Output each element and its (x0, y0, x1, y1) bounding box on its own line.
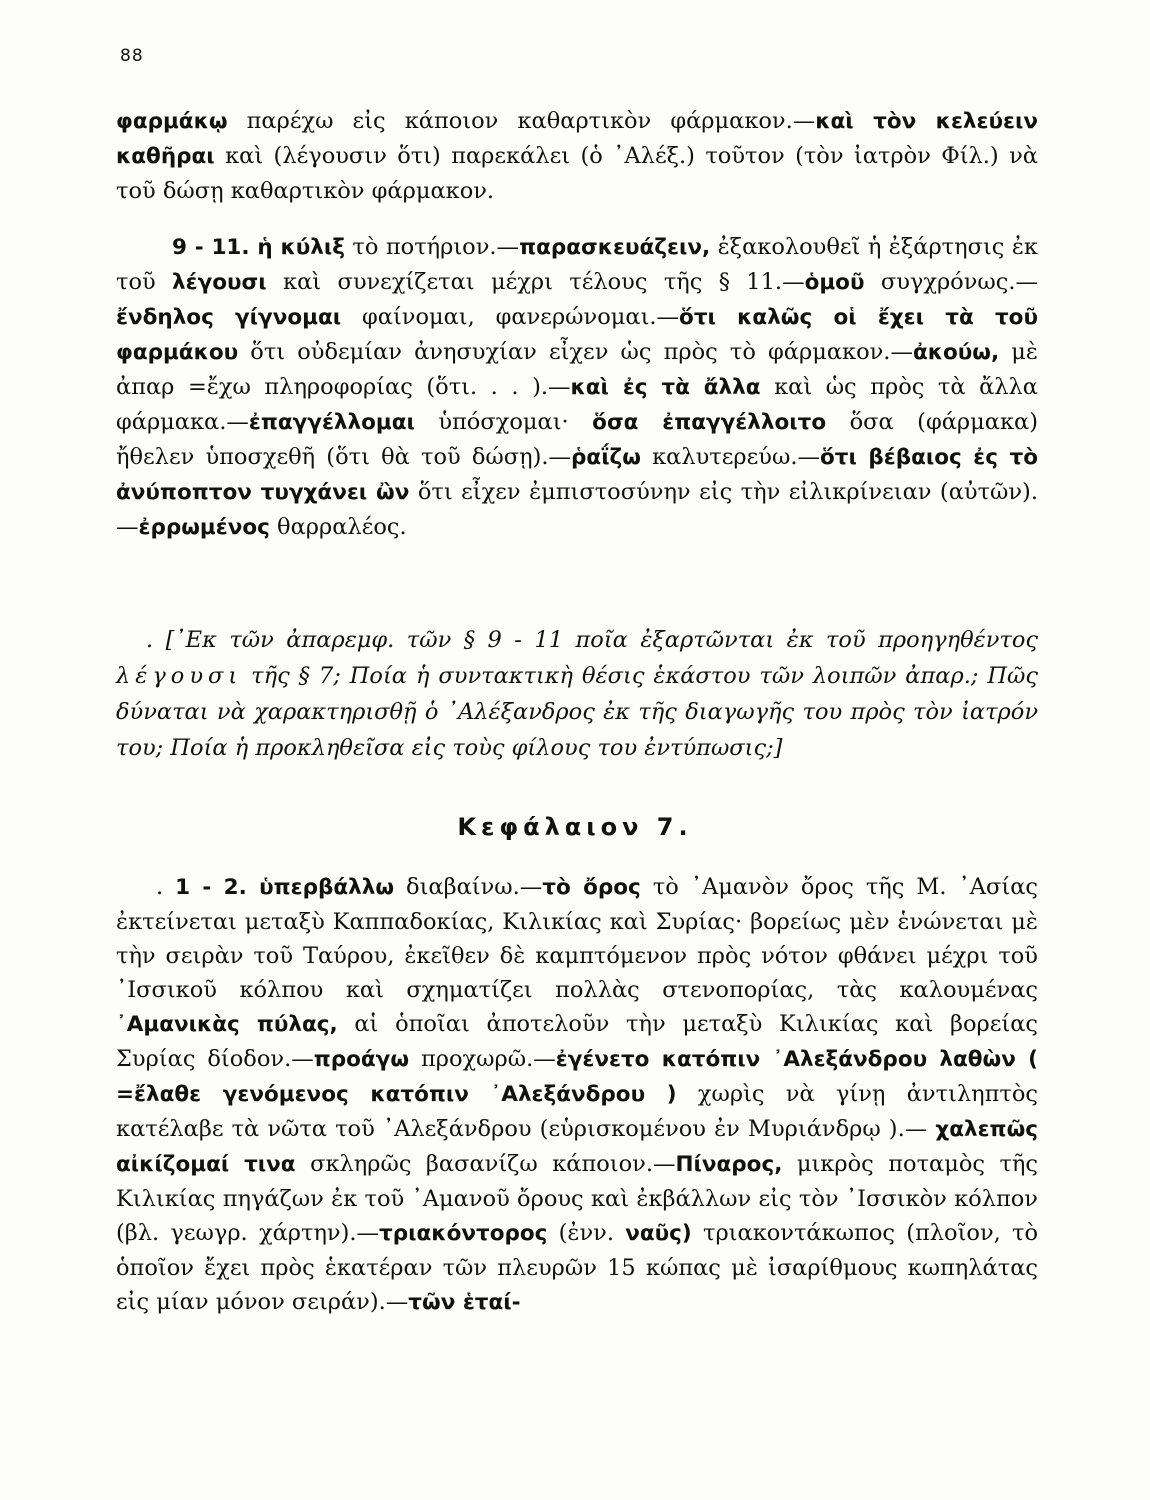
lemma: προάγω (313, 1047, 410, 1072)
gloss: τὸ ποτήριον.— (344, 234, 520, 260)
lemma: ὅτι βέβαιος ἐς τὸ ἀνύποπτον τυγχάνει ὢν (116, 445, 1038, 505)
gloss: τὸ ᾿Αμανὸν ὄρος τῆς Μ. ᾿Ασίας ἐκτείνεται μεταξὺ Καππαδοκίας, Κιλικίας καὶ Συρίας· βορείως μὲν ἑνώνεται μὲ τὴν σειρὰν τοῦ Ταύρου, ἐκεῖθεν δὲ καμπτόμενον πρὸς νότον φθάνει μέχρι τοῦ ᾿Ισσικοῦ κόλπου καὶ σχηματίζει πολλὰς στενοπορίας, τὰς καλουμένας (116, 874, 1038, 1003)
lemma: τὸ ὄρος (542, 875, 641, 900)
lemma: 9 - 11. ἡ κύλιξ (172, 235, 345, 260)
lemma: ῥαΐζω (571, 445, 641, 470)
gloss: ὅτι εἶχεν ἐμπιστοσύνην εἰς τὴν εἰλικρίνειαν (αὐτῶν).— (116, 479, 1038, 540)
gloss: (ἐνν. (547, 1220, 626, 1246)
page-number: 88 (120, 46, 144, 66)
question-text: τῆς § 7; Ποία ἡ συντακτικὴ θέσις ἑκάστου τῶν λοιπῶν ἀπαρ.; Πῶς δύναται νὰ χαρακτηρισθῇ ὁ ᾿Αλέξανδρος ἐκ τῆς διαγωγῆς του πρὸς τὸν ἰατρόν του; Ποία ἡ προκληθεῖσα εἰς τοὺς φίλους του ἐντύπωσις;] (116, 663, 1038, 761)
gloss: προχωρῶ.— (409, 1046, 556, 1072)
lemma: παρασκευάζειν, (519, 235, 711, 260)
lemma: χαλεπῶς αἰκίζομαί τινα (116, 1117, 1038, 1177)
paragraph-2 (116, 230, 1038, 545)
lemma: τριακόντορος (379, 1221, 548, 1246)
gloss: αἱ ὁποῖαι ἀποτελοῦν τὴν μεταξὺ Κιλικίας καὶ βορείας Συρίας δίοδον.— (116, 1011, 1038, 1072)
gloss: ὅσα (φάρμακα) ἤθελεν ὑποσχεθῆ (ὅτι θὰ τοῦ δώσῃ).— (116, 409, 1038, 470)
gloss: σκληρῶς βασανίζω κάποιον.— (295, 1151, 676, 1177)
gloss: μικρὸς ποταμὸς τῆς Κιλικίας πηγάζων ἐκ τοῦ ᾿Αμανοῦ ὄρους καὶ ἐκβάλλων εἰς τὸν ᾿Ισσικὸν κόλπον (βλ. γεωγρ. χάρτην).— (116, 1151, 1038, 1246)
lemma: καὶ ἐς τὰ ἄλλα (570, 375, 761, 400)
lemma: καὶ τὸν κελεύειν καθῆραι (116, 109, 1038, 169)
gloss: καὶ (λέγουσιν ὅτι) παρεκάλει (ὁ ᾿Αλέξ.) τοῦτον (τὸν ἰατρὸν Φίλ.) νὰ τοῦ δώσῃ καθαρτικὸν φάρμακον. (116, 143, 1038, 204)
gloss: καὶ συνεχίζεται μέχρι τέλους τῆς § 11.— (266, 269, 805, 295)
lemma: ναῦς) (625, 1221, 692, 1246)
gloss: καὶ ὡς πρὸς τὰ ἄλλα φάρμακα.— (116, 374, 1038, 435)
questions-paragraph (116, 622, 1038, 766)
lemma: ἔνδηλος γίγνομαι (116, 305, 342, 330)
gloss: ὅτι οὐδεμίαν ἀνησυχίαν εἶχεν ὡς πρὸς τὸ φάρμακον.— (238, 339, 913, 365)
lemma: 1 - 2. ὑπερβάλλω (175, 875, 395, 900)
gloss: συγχρόνως.— (864, 269, 1039, 295)
lemma: λέγουσι (172, 270, 267, 295)
lemma: τῶν ἑταί- (408, 1290, 521, 1315)
paragraph-1 (116, 104, 1038, 208)
lemma: ὅσα ἐπαγγέλλοιτο (592, 410, 827, 435)
gloss: διαβαίνω.— (394, 874, 543, 900)
gloss: φαίνομαι, φανερώνομαι.— (341, 304, 680, 330)
gloss: ὑπόσχομαι· (414, 409, 593, 435)
spaced-word: λέγουσι (116, 663, 243, 689)
lemma: ἀκούω, (912, 340, 1000, 365)
question-text: . [᾿Εκ τῶν ἀπαρεμφ. τῶν § 9 - 11 ποῖα ἐξαρτῶνται ἐκ τοῦ προηγηθέντος (146, 627, 1038, 653)
paragraph-chapter-7 (116, 870, 1038, 1320)
gloss: ἐξακολουθεῖ ἡ ἐξάρτησις ἐκ τοῦ (116, 234, 1038, 295)
gloss: θαρραλέος. (269, 514, 407, 540)
lemma: φαρμάκῳ (116, 109, 228, 134)
lemma: ὅτι καλῶς οἱ ἔχει τὰ τοῦ φαρμάκου (116, 305, 1038, 365)
lemma: ἐρρωμένος (138, 515, 270, 540)
gloss: χωρὶς νὰ γίνῃ ἀντιληπτὸς κατέλαβε τὰ νῶτα τοῦ ᾿Αλεξάνδρου (εὑρισκομένου ἐν Μυριάνδρῳ ).— (116, 1081, 1038, 1142)
gloss: τριακοντάκωπος (πλοῖον, τὸ ὁποῖον ἔχει πρὸς ἑκατέραν τῶν πλευρῶν 15 κώπας μὲ ἰσαρίθμους κωπηλάτας εἰς μίαν μόνον σειράν).— (116, 1220, 1039, 1315)
gloss: παρέχω εἰς κάποιον καθαρτικὸν φάρμακον.— (227, 108, 816, 134)
gloss: . (156, 874, 176, 900)
gloss: μὲ ἀπαρ =ἔχω πληροφορίας (ὅτι. . . ).— (116, 339, 1038, 400)
lemma: ἐγένετο κατόπιν ᾿Αλεξάνδρου λαθὼν ( =ἔλαθε γενόμενος κατόπιν ᾿Αλεξάνδρου ) (116, 1047, 1039, 1107)
lemma: ὁμοῦ (804, 270, 865, 295)
lemma: ᾿Αμανικὰς πύλας, (116, 1012, 338, 1037)
lemma: ἐπαγγέλλομαι (248, 410, 415, 435)
lemma: Πίναρος, (675, 1152, 783, 1177)
gloss: καλυτερεύω.— (640, 444, 820, 470)
chapter-heading: Κεφάλαιον 7. (457, 813, 693, 841)
